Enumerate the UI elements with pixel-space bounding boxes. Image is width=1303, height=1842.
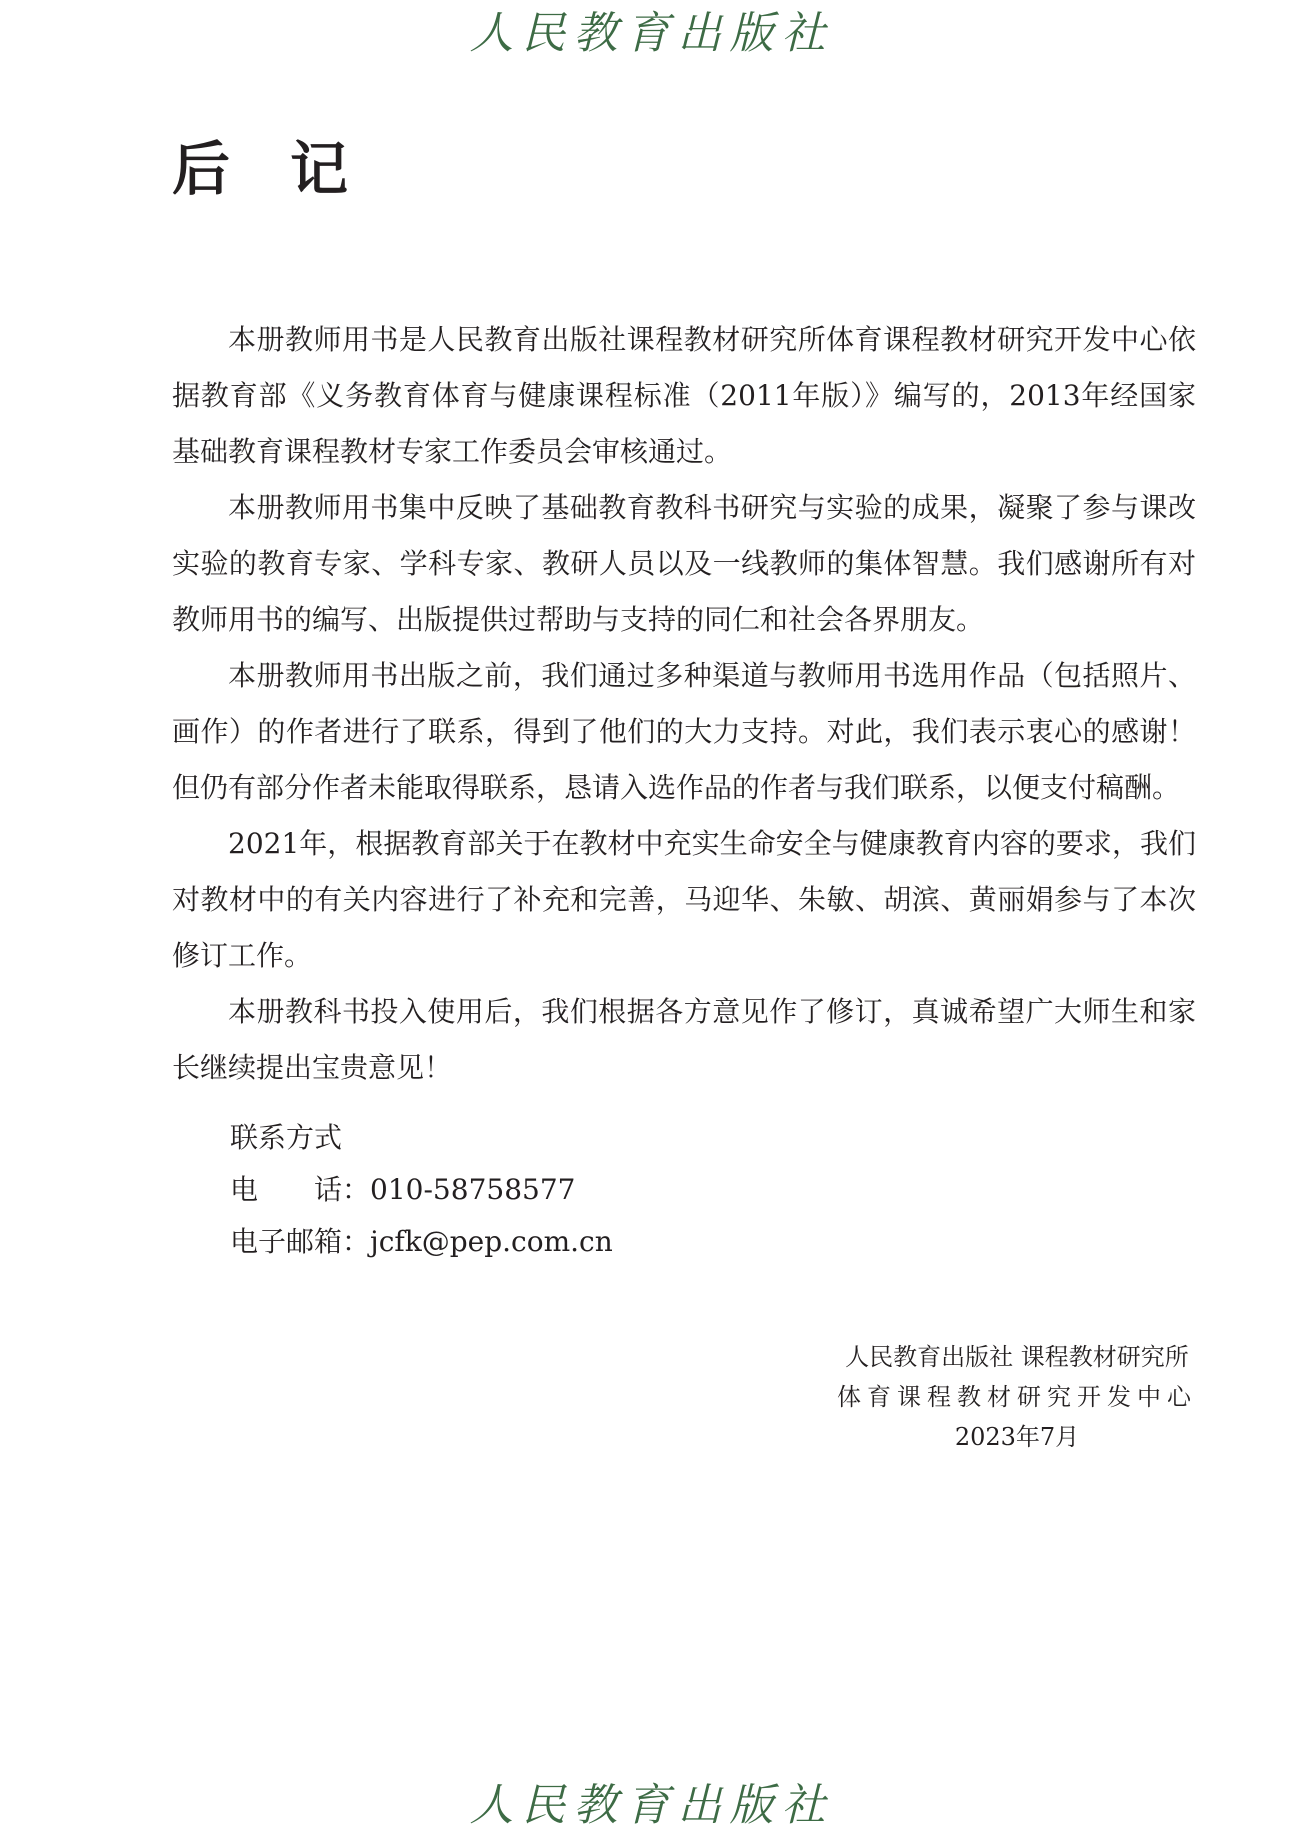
- signature-center: 体育课程教材研究开发中心: [837, 1383, 1197, 1411]
- paragraph-3: 本册教师用书出版之前，我们通过多种渠道与教师用书选用作品（包括照片、画作）的作者进行了联系，得到了他们的大力支持。对此，我们表示衷心的感谢！但仍有部分作者未能取得联系，恳请入选作品的作者与我们联系，以便支付稿酬。: [172, 659, 1196, 804]
- paragraph-5: 本册教科书投入使用后，我们根据各方意见作了修订，真诚希望广大师生和家长继续提出宝贵意见！: [172, 995, 1196, 1084]
- contact-info: [230, 1112, 613, 1268]
- email-address[interactable]: jcfk@pep.com.cn: [370, 1225, 613, 1258]
- signature-block: [837, 1337, 1197, 1457]
- phone-number: 010-58758577: [370, 1173, 576, 1206]
- contact-email-row: [230, 1216, 613, 1268]
- paragraph-2: 本册教师用书集中反映了基础教育教科书研究与实验的成果，凝聚了参与课改实验的教育专家、学科专家、教研人员以及一线教师的集体智慧。我们感谢所有对教师用书的编写、出版提供过帮助与支持的同仁和社会各界朋友。: [172, 491, 1196, 636]
- contact-heading: 联系方式: [230, 1121, 343, 1154]
- header-publisher-logo: 人民教育出版社: [469, 8, 834, 59]
- page-title: 后记: [172, 135, 409, 203]
- phone-label-first: 电: [230, 1173, 259, 1206]
- signature-date: 2023年7月: [954, 1423, 1080, 1451]
- email-label: 电子邮箱：: [230, 1225, 371, 1258]
- afterword-body: [172, 312, 1196, 1096]
- paragraph-4: 2021年，根据教育部关于在教材中充实生命安全与健康教育内容的要求，我们对教材中的有关内容进行了补充和完善，马迎华、朱敏、胡滨、黄丽娟参与了本次修订工作。: [172, 827, 1196, 972]
- signature-organization: 人民教育出版社 课程教材研究所: [845, 1343, 1189, 1371]
- phone-label-second: 话：: [314, 1173, 371, 1206]
- footer-publisher-logo: 人民教育出版社: [469, 1780, 834, 1831]
- contact-phone-row: [230, 1164, 613, 1216]
- paragraph-1: 本册教师用书是人民教育出版社课程教材研究所体育课程教材研究开发中心依据教育部《义务教育体育与健康课程标准（2011年版）》编写的，2013年经国家基础教育课程教材专家工作委员会审核通过。: [172, 323, 1196, 468]
